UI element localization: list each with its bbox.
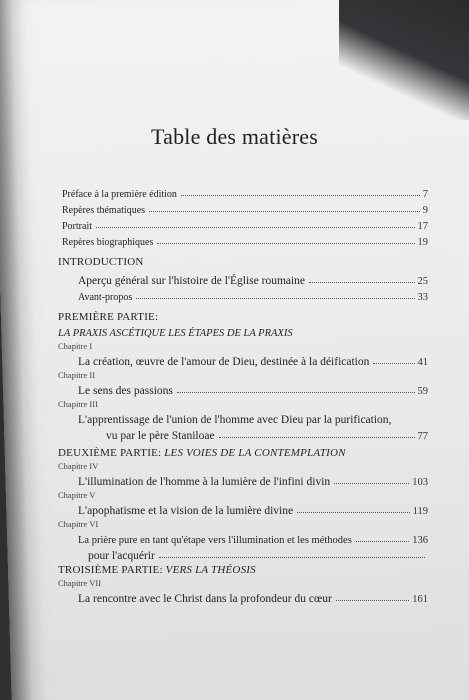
entry-page: 17 [417,221,428,232]
dot-leader [96,227,415,228]
toc-entry [58,200,428,216]
part-subtitle: LES VOIES DE LA CONTEMPLATION [164,447,346,459]
toc-entry [58,381,428,397]
entry-label: Le sens des passions [78,385,173,397]
entry-page: 77 [417,431,428,442]
entry-label: L'apophatisme et la vision de la lumière divine [78,505,294,517]
book-gutter-shadow [0,0,47,700]
toc-entry [58,589,428,605]
entry-page: 33 [417,292,428,303]
entry-page: 136 [412,535,428,546]
entry-page: 103 [412,477,428,488]
entry-page: 161 [412,594,428,605]
page-title: Table des matières [151,124,318,149]
dot-leader [159,557,425,558]
entry-page: 41 [417,357,428,368]
entry-page: 19 [417,237,428,248]
chapter-number: Chapitre IV [58,461,99,471]
part-heading [58,445,428,459]
toc-entry-line2 [58,546,428,562]
table-of-contents [58,180,428,605]
dot-leader [177,392,415,393]
chapter-number: Chapitre V [58,490,96,500]
toc-entry [58,501,428,517]
entry-label-continued: pour l'acquérir [88,550,155,562]
part-heading: PREMIÈRE PARTIE: [58,311,159,323]
dot-leader [336,600,409,601]
entry-label: Repères biographiques [62,237,154,248]
dot-leader [334,483,409,484]
entry-label: Portrait [62,221,92,232]
entry-label: La rencontre avec le Christ dans la profondeur du cœur [78,593,332,605]
chapter-number: Chapitre VII [58,578,102,588]
entry-page: 25 [417,276,428,287]
dot-leader [309,282,414,283]
toc-entry [58,287,428,303]
part-heading-label: DEUXIÈME PARTIE: [58,447,162,459]
entry-page: 119 [412,506,428,517]
toc-entry [58,472,428,488]
dot-leader [149,211,420,212]
toc-entry-line1 [58,410,428,426]
entry-page: 59 [417,386,428,397]
entry-label: L'illumination de l'homme à la lumière de l'infini divin [78,476,331,488]
dot-leader [356,541,409,542]
toc-entry [58,352,428,368]
chapter-number: Chapitre I [58,341,93,351]
entry-page: 9 [422,205,428,216]
chapter-number: Chapitre VI [58,519,99,529]
toc-entry [58,216,428,232]
dot-leader [157,243,414,244]
entry-label: Avant-propos [78,292,133,303]
part-heading [58,562,428,576]
dot-leader [373,363,414,364]
dot-leader [181,195,420,196]
toc-entry [58,271,428,287]
chapter-number: Chapitre III [58,399,98,409]
dot-leader [219,437,415,438]
background-corner [339,0,469,120]
toc-entry-line1 [58,530,428,546]
dot-leader [297,512,410,513]
dot-leader [136,298,414,299]
chapter-number: Chapitre II [58,370,96,380]
entry-label: L'apprentissage de l'union de l'homme avec Dieu par la purification, [78,414,392,426]
entry-label: Repères thématiques [62,205,146,216]
part-heading-label: TROISIÈME PARTIE: [58,564,163,576]
entry-label: La création, œuvre de l'amour de Dieu, destinée à la déification [78,356,370,368]
part-subtitle: LA PRAXIS ASCÉTIQUE LES ÉTAPES DE LA PRAXIS [58,328,293,339]
entry-label: Préface à la première édition [62,189,177,200]
section-heading: INTRODUCTION [58,256,144,268]
entry-label: Aperçu général sur l'histoire de l'Église roumaine [78,275,306,287]
toc-entry-line2 [58,426,428,442]
toc-entry [58,232,428,248]
entry-label-continued: vu par le père Staniloae [106,430,215,442]
part-subtitle: VERS LA THÉOSIS [165,564,256,576]
toc-entry [58,184,428,200]
entry-page: 7 [422,189,428,200]
entry-label: La prière pure en tant qu'étape vers l'illumination et les méthodes [78,535,352,546]
